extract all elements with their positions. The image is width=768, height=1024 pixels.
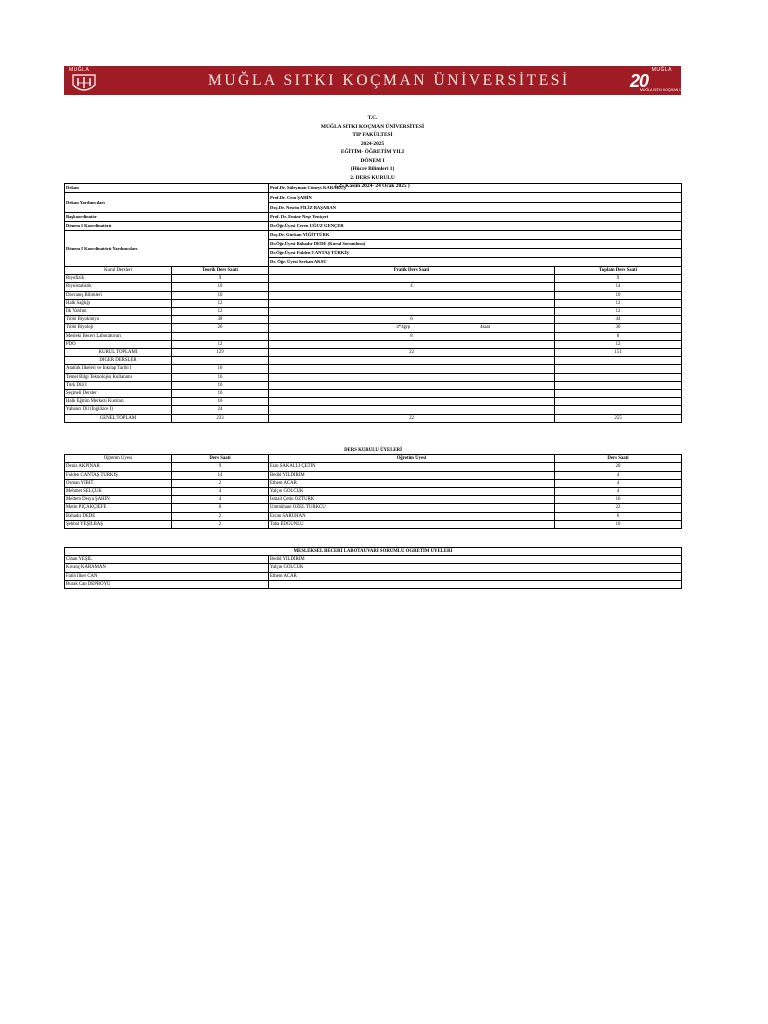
banner-title: MUĞLA SITKI KOÇMAN ÜNİVERSİTESİ [208, 72, 570, 89]
skills-title: MESLEKSEL BECERİ LABOTAUVARI SORUMLU ÖĞRETİM ÜYELERİ [65, 548, 682, 556]
table-row [65, 564, 682, 572]
genel-toplam-row [65, 414, 682, 422]
course-teorik: 10 [172, 283, 269, 291]
table-row [65, 231, 682, 240]
table-row [65, 381, 682, 389]
faculty-name: Osman YIBIT [65, 479, 172, 487]
faculty-name: Bedid YILDIRIM [269, 471, 555, 479]
skills-member: Yalçın GÖLCÜK [269, 564, 682, 572]
dekan-yardimci-value: Prof.Dr. Cem ŞAHİN [269, 193, 682, 203]
kurul-toplami-label: KURUL TOPLAMI [65, 349, 172, 357]
course-pratik [269, 291, 555, 299]
faculty-name: Ethem ACAR [269, 479, 555, 487]
genel-toplam-teorik: 233 [172, 414, 269, 422]
table-row [65, 291, 682, 299]
course-name: Tıbbi Biyoloji [65, 324, 172, 332]
course-pratik [269, 299, 555, 307]
course-toplam: 12 [555, 299, 682, 307]
table-row [65, 222, 682, 231]
course-name: Tıbbi Biyokimya [65, 316, 172, 324]
faculty-hours: 9 [172, 463, 269, 471]
table-row [65, 580, 682, 588]
faculty-name: Meltem Derya ŞAHİN [65, 496, 172, 504]
header-line: 2. DERS KURULU [350, 174, 395, 181]
header-line: (Hücre Bilimleri 1) [350, 166, 395, 173]
course-toplam: 44 [555, 316, 682, 324]
course-toplam: 8 [555, 332, 682, 340]
column-header: Toplam Ders Saati [555, 267, 682, 275]
faculty-hours: 20 [555, 463, 682, 471]
table-row [65, 488, 682, 496]
koordinator-yardimci-value: Dr.Öğr.Üyesi Fulden CANTAŞ TÜRKİŞ [269, 249, 682, 258]
koordinator-label: Dönem I Koordinatörü [65, 222, 269, 231]
table-row [65, 512, 682, 520]
skills-member: Kıvanç KARAMAN [65, 564, 269, 572]
faculty-name: Şehbal YEŞİLBAŞ [65, 520, 172, 528]
course-toplam: 10 [555, 291, 682, 299]
header-line: T.C. [367, 115, 378, 121]
courses-table [64, 266, 682, 423]
crest-icon [71, 73, 97, 93]
course-teorik: 12 [172, 308, 269, 316]
course-name: Halk Sağlığı [65, 299, 172, 307]
koordinator-yardimci-label: Dönem I Koordinatörü Yardımcıları [65, 231, 269, 267]
table-row [65, 193, 682, 203]
faculty-name: Taha EDGÜNLÜ [269, 520, 555, 528]
course-toplam: 14 [555, 283, 682, 291]
faculty-hours: 2 [172, 512, 269, 520]
kurul-toplami-pratik: 22 [269, 349, 555, 357]
table-header-row [65, 455, 682, 463]
course-teorik: 16 [172, 398, 269, 406]
column-header: Öğretim Üyesi [65, 455, 172, 463]
header-line: EĞİTİM- ÖĞRETİM YILI [340, 149, 405, 156]
skills-member: Burak Can DEPBOYU [65, 580, 269, 588]
course-name: Biyoistatistik [65, 283, 172, 291]
faculty-name: Bahadır DEDE [65, 512, 172, 520]
course-toplam: 30 [555, 324, 682, 332]
course-name: Seçmeli Dersler [65, 390, 172, 398]
course-toplam: 12 [555, 308, 682, 316]
university-banner [64, 66, 704, 95]
table-row [65, 283, 682, 291]
dekan-value: Prof.Dr. Süleyman Cüneyt KARAKUŞ [269, 184, 682, 193]
table-header-row [65, 267, 682, 275]
table-row [65, 184, 682, 193]
skills-title-row [65, 548, 682, 556]
faculty-hours: 16 [555, 496, 682, 504]
course-teorik [172, 332, 269, 340]
course-teorik: 16 [172, 390, 269, 398]
course-teorik: 16 [172, 365, 269, 373]
course-teorik: 12 [172, 340, 269, 348]
course-name: Davranış Bilimleri [65, 291, 172, 299]
dekan-yardimci-value: Doç.Dr. Nesrin FİLİZ BAŞARAN [269, 203, 682, 213]
table-row [65, 213, 682, 222]
table-row [65, 365, 682, 373]
genel-toplam-pratik: 22 [269, 414, 555, 422]
header-line: DÖNEM I [360, 157, 385, 164]
faculty-name: Esin SAKALLI ÇETİN [269, 463, 555, 471]
faculty-table [64, 447, 682, 529]
course-teorik: 9 [172, 275, 269, 283]
course-name: Atatürk İlkeleri ve İnkılap Tarihi I [65, 365, 172, 373]
table-row [65, 308, 682, 316]
course-pratik: 4 [269, 283, 555, 291]
course-teorik: 26 [172, 324, 269, 332]
table-row [65, 324, 682, 332]
table-row [65, 471, 682, 479]
table-row [65, 479, 682, 487]
faculty-name: Fulden CANTAŞ TÜRKİŞ [65, 471, 172, 479]
baskoordinator-value: Prof. Dr. Emine Neşe Yeniçeri [269, 213, 682, 222]
pratik-hours: 4saat [480, 325, 490, 331]
skills-member: Ethem ACAR [269, 572, 682, 580]
skills-member: Fatih İlker CAN [65, 572, 269, 580]
kurul-toplami-row [65, 349, 682, 357]
faculty-hours: 14 [172, 471, 269, 479]
university-logo-left: MUĞLA [66, 67, 102, 94]
course-pratik: 8 [269, 332, 555, 340]
faculty-hours: 4 [555, 471, 682, 479]
table-row [65, 556, 682, 564]
skills-member: Cihan YEŞİL [65, 556, 269, 564]
table-row [65, 572, 682, 580]
diger-dersler-row [65, 357, 682, 365]
faculty-hours: 4 [172, 488, 269, 496]
course-teorik: 12 [172, 299, 269, 307]
course-name: Biyofizik [65, 275, 172, 283]
skills-member [269, 580, 682, 588]
course-toplam: 9 [555, 275, 682, 283]
faculty-hours: 2 [172, 520, 269, 528]
faculty-name: Metin PIÇAKÇIEFE [65, 504, 172, 512]
header-line: ( 25 Kasım 2024- 24 Ocak 2025 ) [335, 183, 410, 190]
course-teorik: 10 [172, 291, 269, 299]
koordinator-yardimci-value: Doç.Dr. Gürkan YİĞİTTÜRK [269, 231, 682, 240]
course-pratik: 6 [269, 316, 555, 324]
baskoordinator-label: Başkoordinatör [65, 213, 269, 222]
table-row [65, 496, 682, 504]
column-header: Ders Saati [555, 455, 682, 463]
table-row [65, 373, 682, 381]
table-row [65, 406, 682, 414]
genel-toplam-toplam: 255 [555, 414, 682, 422]
course-pratik [269, 308, 555, 316]
genel-toplam-label: GENEL TOPLAM [65, 414, 172, 422]
faculty-name: İsmail Çetin ÖZTÜRK [269, 496, 555, 504]
kurul-toplami-teorik: 129 [172, 349, 269, 357]
koordinator-yardimci-value: Dr. Öğr. Üyesi Serkan AKSU [269, 258, 682, 267]
faculty-hours: 2 [172, 479, 269, 487]
table-row [65, 340, 682, 348]
faculty-hours: 4 [172, 496, 269, 504]
course-name: Yabancı Dil (İngilizce I) [65, 406, 172, 414]
course-teorik: 24 [172, 406, 269, 414]
course-name: İlk Yardım [65, 308, 172, 316]
course-name: Halk Eğitim Merkezi Kursları [65, 398, 172, 406]
header-line: TIP FAKÜLTESİ [352, 132, 393, 139]
table-row [65, 504, 682, 512]
faculty-title-row [65, 447, 682, 455]
course-pratik [269, 324, 555, 332]
faculty-name: Yalçın GÖLCÜK [269, 488, 555, 496]
faculty-hours: 10 [555, 520, 682, 528]
table-row [65, 332, 682, 340]
course-pratik [269, 275, 555, 283]
table-row [65, 390, 682, 398]
table-row [65, 463, 682, 471]
faculty-title: DERS KURULU ÜYELERİ [65, 447, 682, 455]
column-header: Pratik Ders Saati [269, 267, 555, 275]
header-line: 2024-2025 [360, 140, 385, 147]
skills-member: Bedid YILDIRIM [269, 556, 682, 564]
course-name: Temel Bilgi Teknolojisi Kullanımı [65, 373, 172, 381]
column-header: Ders Saati [172, 455, 269, 463]
faculty-hours: 4 [555, 479, 682, 487]
faculty-hours: 22 [555, 504, 682, 512]
kurul-toplami-toplam: 151 [555, 349, 682, 357]
column-header: Kurul Dersleri [65, 267, 172, 275]
faculty-name: Deniz AKPINAR [65, 463, 172, 471]
faculty-hours: 4 [555, 488, 682, 496]
course-toplam: 12 [555, 340, 682, 348]
dekan-yardimci-label: Dekan Yardımcıları [65, 193, 269, 213]
dekan-label: Dekan [65, 184, 269, 193]
course-name: PDÖ [65, 340, 172, 348]
table-row [65, 299, 682, 307]
pratik-groups: 4*4grp [396, 325, 410, 331]
course-teorik: 16 [172, 373, 269, 381]
diger-dersler-label: DİĞER DERSLER [65, 357, 172, 365]
course-name: Mesleki Beceri Laboratuvarı [65, 332, 172, 340]
skills-lab-table [64, 547, 682, 589]
faculty-name: Mehmet SELÇUK [65, 488, 172, 496]
header-line: MUĞLA SITKI KOÇMAN ÜNİVERSİTESİ [320, 123, 425, 130]
koordinator-value: Dr.Öğr.Üyesi Ceren UĞUZ GENÇER [269, 222, 682, 231]
course-name: Türk Dili I [65, 381, 172, 389]
table-row [65, 316, 682, 324]
faculty-name: Ercan SARUHAN [269, 512, 555, 520]
koordinator-yardimci-value: Dr.Öğr.Üyesi Bahadır DEDE (Kurul Sorumlusu) [269, 240, 682, 249]
table-row [65, 275, 682, 283]
faculty-hours: 8 [172, 504, 269, 512]
course-teorik: 16 [172, 381, 269, 389]
administration-table [64, 183, 682, 267]
faculty-name: Ümmühani ÖZEL TÜRKCÜ [269, 504, 555, 512]
course-pratik [269, 340, 555, 348]
course-teorik: 38 [172, 316, 269, 324]
column-header: Teorik Ders Saati [172, 267, 269, 275]
table-row [65, 398, 682, 406]
column-header: Öğretim Üyesi [269, 455, 555, 463]
document-header [64, 114, 681, 191]
table-row [65, 520, 682, 528]
anniversary-logo: MUĞLA 20 MUĞLA SITKI KOÇMAN ÜNİVERSİTESİ [630, 67, 704, 92]
faculty-hours: 6 [555, 512, 682, 520]
